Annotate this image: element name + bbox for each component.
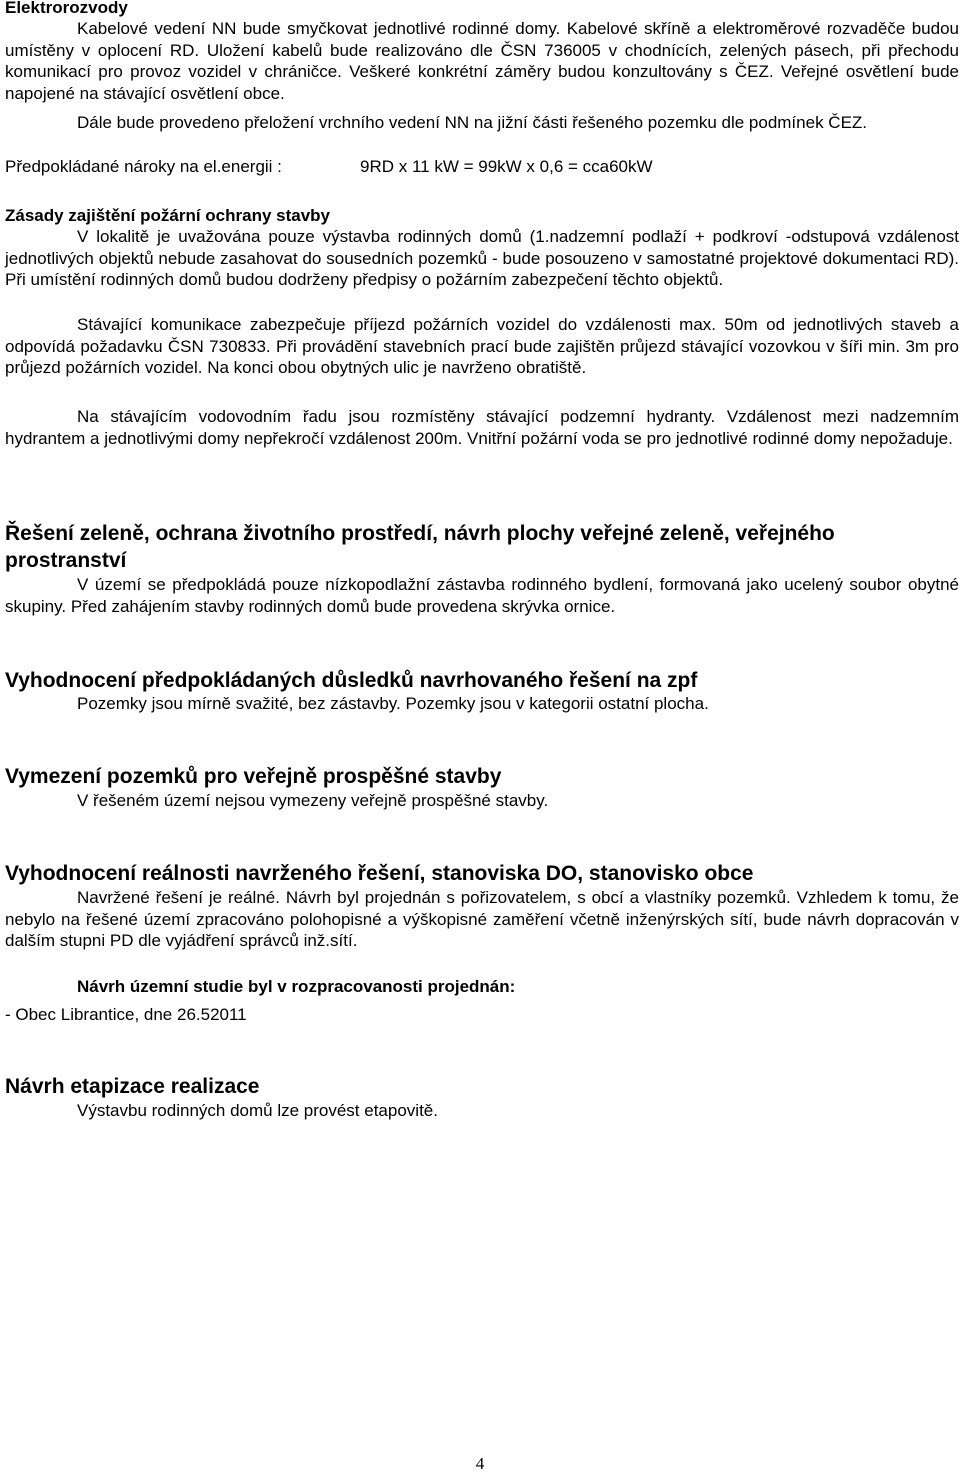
- paragraph-pozar-2: Stávající komunikace zabezpečuje příjezd požárních vozidel do vzdálenosti max. 50m od jednotlivých staveb a odpovídá požadavku ČSN 730833. Při provádění stavebních prací bude zajištěn průjezd stávající vozovkou v šíři min. 3m pro průjezd požárních vozidel. Na konci obou obytných ulic je navrženo obratiště.: [5, 315, 959, 377]
- energy-demand-row: [5, 156, 653, 178]
- paragraph-elektro-2: Dále bude provedeno přeložení vrchního vedení NN na jižní části řešeného pozemku dle podmínek ČEZ.: [77, 113, 868, 132]
- paragraph-etapizace-1: Výstavbu rodinných domů lze provést etapovitě.: [77, 1101, 438, 1120]
- paragraph-elektro-1: Kabelové vedení NN bude smyčkovat jednotlivé rodinné domy. Kabelové skříně a elektroměrové rozvaděče budou umístěny v oplocení RD. Uložení kabelů bude realizováno dle ČSN 736005 v chodnících, zelených pásech, při přechodu komunikací pro provoz vozidel v chráničce. Veškeré konkrétní záměry budou konzultovány s ČEZ. Veřejné osvětlení bude napojené na stávající osvětlení obce.: [5, 19, 959, 103]
- section-heading-verejne: Vymezení pozemků pro veřejně prospěšné stavby: [5, 765, 502, 788]
- energy-demand-label: Předpokládané nároky na el.energii :: [5, 157, 282, 176]
- section-heading-zpf: Vyhodnocení předpokládaných důsledků navrhovaného řešení na zpf: [5, 669, 698, 692]
- paragraph-pozar-3: Na stávajícím vodovodním řadu jsou rozmístěny stávající podzemní hydranty. Vzdálenost mezi nadzemním hydrantem a jednotlivými domy nepřekročí vzdálenost 200m. Vnitřní požární voda se pro jednotlivé rodinné domy nepožaduje.: [5, 407, 959, 448]
- projednani-label: Návrh územní studie byl v rozpracovanosti projednán:: [77, 977, 516, 996]
- section-heading-realnost: Vyhodnocení reálnosti navrženého řešení, stanoviska DO, stanovisko obce: [5, 862, 754, 885]
- section-heading-zelen: Řešení zeleně, ochrana životního prostředí, návrh plochy veřejné zeleně, veřejného prostranství: [5, 522, 835, 572]
- projednani-item: - Obec Librantice, dne 26.52011: [5, 1005, 247, 1024]
- paragraph-zelen-1: V území se předpokládá pouze nízkopodlažní zástavba rodinného bydlení, formovaná jako ucelený soubor obytné skupiny. Před zahájením stavby rodinných domů bude provedena skrývka ornice.: [5, 575, 959, 616]
- paragraph-realnost-1: Navržené řešení je reálné. Návrh byl projednán s pořizovatelem, s obcí a vlastníky pozemků. Vzhledem k tomu, že nebylo na řešené území zpracováno polohopisné a výškopisné zaměření včetně inženýrských sítí, bude návrh dopracován v dalším stupni PD dle vyjádření správců inž.sítí.: [5, 888, 959, 950]
- section-heading-etapizace: Návrh etapizace realizace: [5, 1075, 260, 1098]
- energy-demand-value: 9RD x 11 kW = 99kW x 0,6 = cca60kW: [360, 157, 653, 176]
- paragraph-zpf-1: Pozemky jsou mírně svažité, bez zástavby. Pozemky jsou v kategorii ostatní plocha.: [77, 694, 709, 713]
- section-heading-elektro: Elektrorozvody: [5, 0, 128, 17]
- page-number: 4: [475, 1454, 485, 1473]
- paragraph-pozar-1: V lokalitě je uvažována pouze výstavba rodinných domů (1.nadzemní podlaží + podkroví -odstupová vzdálenost jednotlivých objektů nebude zasahovat do sousedních pozemků - bude posouzeno v samostatné projektové dokumentaci RD). Při umístění rodinných domů budou dodrženy předpisy o požárním zabezpečení těchto objektů.: [5, 227, 959, 289]
- section-heading-pozar: Zásady zajištění požární ochrany stavby: [5, 206, 331, 225]
- paragraph-verejne-1: V řešeném území nejsou vymezeny veřejně prospěšné stavby.: [77, 791, 549, 810]
